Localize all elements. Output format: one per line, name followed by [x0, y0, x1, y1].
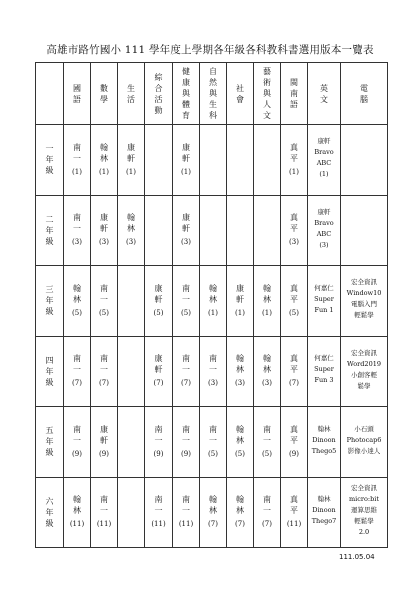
cell-number: (3) — [289, 238, 299, 247]
cell-text: 南 一 — [262, 495, 271, 516]
table-cell — [64, 336, 91, 407]
table-cell — [64, 266, 91, 337]
cell-text: 康 軒 — [235, 283, 244, 304]
table-cell — [64, 125, 91, 196]
table-cell — [64, 477, 91, 548]
grade-label: 六 年 級 — [45, 496, 54, 528]
table-cell — [281, 125, 308, 196]
cell-number: (7) — [235, 520, 245, 529]
table-cell — [145, 407, 173, 478]
cell-number: (5) — [72, 308, 82, 317]
table-cell — [341, 195, 388, 266]
table-cell — [145, 477, 173, 548]
cell-text: 真 平 — [289, 283, 298, 304]
table-cell — [200, 266, 227, 337]
cell-text: 康 軒 — [154, 354, 163, 375]
header-cell — [145, 63, 173, 125]
cell-text: 真 平 — [289, 213, 298, 234]
cell-text: 翰 林 — [235, 424, 244, 445]
cell-text: 南 一 — [262, 424, 271, 445]
grade-label: 二 年 級 — [45, 214, 54, 246]
table-cell — [200, 195, 227, 266]
table-cell — [227, 336, 254, 407]
table-cell — [145, 195, 173, 266]
cell-text: 康軒 Bravo ABC (3) — [314, 207, 334, 249]
header-label: 健 康 與 體 育 — [182, 67, 190, 120]
cell-number: (1) — [208, 308, 218, 317]
table-cell — [118, 125, 145, 196]
cell-text: 宏全資訊 Word2019 小創客輕 鬆學 — [347, 348, 381, 390]
table-row — [36, 336, 388, 407]
cell-number: (7) — [262, 520, 272, 529]
table-cell — [227, 407, 254, 478]
cell-number: (9) — [181, 449, 191, 458]
table-cell — [145, 125, 173, 196]
table-cell — [64, 195, 91, 266]
grade-cell — [36, 195, 64, 266]
header-cell — [308, 63, 341, 125]
table-row — [36, 477, 388, 548]
table-cell — [91, 195, 118, 266]
cell-text: 翰 林 — [126, 213, 135, 234]
cell-number: (7) — [72, 379, 82, 388]
cell-text: 南 一 — [72, 213, 81, 234]
cell-text: 康 軒 — [181, 213, 190, 234]
table-cell — [200, 125, 227, 196]
cell-number: (11) — [178, 520, 194, 529]
table-cell — [341, 336, 388, 407]
header-label: 國 語 — [73, 83, 81, 104]
grade-cell — [36, 407, 64, 478]
cell-text: 南 一 — [154, 495, 163, 516]
cell-text: 翰林 Dinoon Thego7 — [311, 495, 337, 526]
cell-number: (11) — [69, 520, 85, 529]
cell-number: (5) — [262, 449, 272, 458]
cell-text: 真 平 — [289, 424, 298, 445]
cell-text: 翰 林 — [208, 283, 217, 304]
cell-number: (5) — [208, 449, 218, 458]
table-cell — [118, 195, 145, 266]
grade-label: 四 年 級 — [45, 355, 54, 387]
cell-number: (5) — [181, 308, 191, 317]
table-cell — [308, 477, 341, 548]
cell-number: (7) — [208, 520, 218, 529]
table-row — [36, 125, 388, 196]
cell-number: (1) — [289, 167, 299, 176]
grade-cell — [36, 477, 64, 548]
cell-number: (7) — [99, 379, 109, 388]
table-cell — [173, 336, 200, 407]
grade-label: 三 年 級 — [45, 285, 54, 317]
table-cell — [200, 336, 227, 407]
cell-number: (1) — [99, 167, 109, 176]
table-cell — [227, 477, 254, 548]
header-cell — [91, 63, 118, 125]
cell-text: 南 一 — [99, 283, 108, 304]
cell-number: (3) — [262, 379, 272, 388]
cell-number: (3) — [208, 379, 218, 388]
table-cell — [341, 266, 388, 337]
cell-text: 何嘉仁 Super Fun 1 — [314, 283, 334, 314]
table-cell — [341, 125, 388, 196]
cell-number: (5) — [235, 449, 245, 458]
table-row — [36, 266, 388, 337]
cell-number: (5) — [153, 308, 164, 317]
table-cell — [254, 195, 281, 266]
cell-number: (5) — [99, 308, 109, 317]
cell-text: 康軒 Bravo ABC (1) — [314, 137, 334, 179]
cell-text: 南 一 — [100, 495, 108, 516]
cell-text: 康 軒 — [181, 142, 190, 163]
document-title: 高雄市路竹國小 111 學年度上學期各年級各科教科書選用版本一覽表 — [46, 44, 374, 56]
cell-number: (1) — [235, 308, 245, 317]
header-cell — [341, 63, 388, 125]
grade-cell — [36, 125, 64, 196]
header-cell — [64, 63, 91, 125]
cell-text: 翰 林 — [208, 495, 217, 516]
cell-text: 真 平 — [290, 495, 298, 516]
table-cell — [308, 195, 341, 266]
cell-text: 康 軒 — [126, 142, 135, 163]
header-corner — [36, 63, 64, 125]
table-cell — [281, 407, 308, 478]
cell-text: 康 軒 — [99, 213, 108, 234]
cell-number: (1) — [262, 308, 272, 317]
cell-number: (1) — [126, 167, 136, 176]
header-label: 自 然 與 生 科 — [209, 67, 217, 120]
table-cell — [118, 407, 145, 478]
table-row — [36, 407, 388, 478]
cell-text: 南 一 — [72, 424, 81, 445]
header-label: 社 會 — [236, 83, 244, 104]
cell-text: 翰 林 — [235, 495, 244, 516]
header-label: 數 學 — [100, 83, 108, 104]
cell-number: (11) — [151, 520, 166, 529]
cell-text: 康 軒 — [154, 283, 163, 304]
cell-text: 南 一 — [208, 354, 217, 375]
header-label: 生 活 — [127, 83, 135, 104]
table-cell — [227, 266, 254, 337]
table-cell — [254, 336, 281, 407]
table-cell — [308, 336, 341, 407]
cell-number: (7) — [181, 379, 191, 388]
table-cell — [64, 407, 91, 478]
textbook-table — [35, 62, 388, 548]
header-cell — [254, 63, 281, 125]
footer-date: 111.05.04 — [339, 553, 375, 561]
header-label: 閩 南 語 — [290, 78, 298, 109]
cell-text: 翰 林 — [235, 354, 244, 375]
table-cell — [118, 477, 145, 548]
table-cell — [91, 266, 118, 337]
table-cell — [227, 195, 254, 266]
cell-number: (11) — [96, 520, 112, 529]
grade-label: 五 年 級 — [45, 426, 54, 458]
table-cell — [308, 407, 341, 478]
grade-label: 一 年 級 — [45, 144, 54, 176]
cell-text: 小石頭 Photocap6 影像小達人 — [346, 424, 382, 455]
cell-number: (11) — [286, 520, 302, 529]
grade-cell — [36, 336, 64, 407]
table-cell — [145, 336, 173, 407]
table-cell — [145, 266, 173, 337]
table-cell — [254, 407, 281, 478]
cell-text: 南 一 — [99, 354, 108, 375]
cell-text: 何嘉仁 Super Fun 3 — [314, 354, 334, 385]
table-cell — [200, 477, 227, 548]
table-cell — [281, 266, 308, 337]
table-cell — [200, 407, 227, 478]
cell-text: 真 平 — [289, 354, 298, 375]
cell-text: 真 平 — [289, 142, 298, 163]
cell-text: 南 一 — [181, 283, 190, 304]
table-row — [36, 195, 388, 266]
cell-text: 南 一 — [154, 424, 163, 445]
table-cell — [281, 195, 308, 266]
cell-number: (9) — [153, 449, 164, 458]
table-cell — [91, 477, 118, 548]
cell-text: 南 一 — [181, 354, 190, 375]
header-cell — [118, 63, 145, 125]
table-cell — [91, 336, 118, 407]
table-cell — [254, 477, 281, 548]
header-label: 綜 合 活 動 — [154, 72, 163, 115]
table-cell — [118, 266, 145, 337]
header-label: 藝 術 與 人 文 — [263, 67, 271, 120]
table-cell — [173, 407, 200, 478]
table-cell — [254, 125, 281, 196]
table-cell — [173, 125, 200, 196]
cell-number: (3) — [181, 238, 191, 247]
cell-text: 康 軒 — [99, 424, 108, 445]
header-label: 電 腦 — [360, 83, 368, 104]
cell-text: 翰林 Dinoon Thego5 — [311, 424, 337, 455]
table-cell — [91, 407, 118, 478]
table-cell — [118, 336, 145, 407]
cell-number: (3) — [126, 238, 136, 247]
cell-number: (3) — [72, 238, 82, 247]
cell-number: (7) — [289, 379, 299, 388]
cell-number: (3) — [99, 238, 109, 247]
cell-text: 宏全資訊 micro:bit 運算思維 輕鬆學 2.0 — [349, 484, 379, 537]
cell-number: (9) — [99, 449, 109, 458]
table-cell — [308, 266, 341, 337]
cell-text: 翰 林 — [72, 283, 81, 304]
cell-number: (5) — [289, 308, 299, 317]
table-cell — [254, 266, 281, 337]
header-cell — [200, 63, 227, 125]
header-cell — [227, 63, 254, 125]
table-cell — [91, 125, 118, 196]
cell-number: (7) — [153, 379, 164, 388]
cell-text: 南 一 — [182, 495, 190, 516]
table-cell — [173, 266, 200, 337]
grade-cell — [36, 266, 64, 337]
table-cell — [227, 125, 254, 196]
cell-number: (1) — [181, 167, 191, 176]
cell-text: 翰 林 — [262, 283, 271, 304]
cell-text: 南 一 — [208, 424, 217, 445]
cell-text: 翰 林 — [99, 142, 108, 163]
cell-text: 南 一 — [72, 142, 81, 163]
table-cell — [341, 477, 388, 548]
cell-number: (9) — [289, 449, 299, 458]
table-cell — [281, 477, 308, 548]
header-cell — [173, 63, 200, 125]
table-cell — [341, 407, 388, 478]
header-cell — [281, 63, 308, 125]
header-row — [36, 63, 388, 125]
header-label: 英 文 — [320, 83, 328, 104]
cell-text: 南 一 — [181, 424, 190, 445]
cell-number: (1) — [72, 167, 82, 176]
cell-number: (9) — [72, 449, 82, 458]
cell-text: 翰 林 — [73, 495, 81, 516]
cell-text: 翰 林 — [262, 354, 271, 375]
table-cell — [308, 125, 341, 196]
cell-text: 宏全資訊 Window10 電腦入門 輕鬆學 — [346, 278, 382, 320]
table-cell — [173, 195, 200, 266]
cell-text: 南 一 — [72, 354, 81, 375]
cell-number: (3) — [235, 379, 245, 388]
table-cell — [281, 336, 308, 407]
table-cell — [173, 477, 200, 548]
